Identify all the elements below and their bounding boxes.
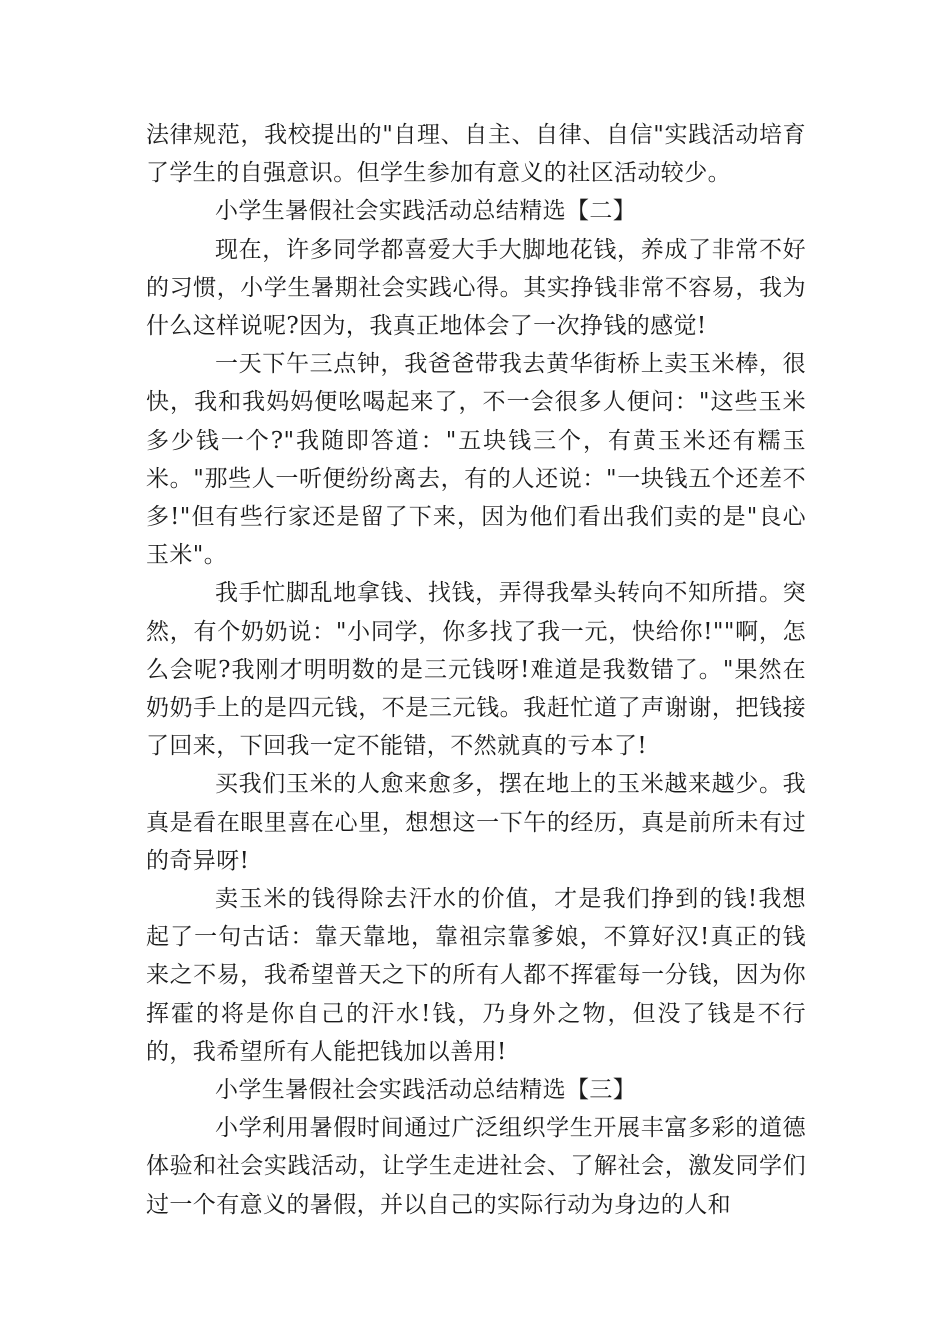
document-body [146,116,806,1224]
section-heading-3: 小学生暑假社会实践活动总结精选【三】 [215,1077,637,1104]
paragraph: 小学利用暑假时间通过广泛组织学生开展丰富多彩的道德体验和社会实践活动，让学生走进社会、了解社会，激发同学们过一个有意义的暑假，并以自己的实际行动为身边的人和 [146,1115,806,1218]
paragraph: 现在，许多同学都喜爱大手大脚地花钱，养成了非常不好的习惯，小学生暑期社会实践心得。其实挣钱非常不容易，我为什么这样说呢?因为，我真正地体会了一次挣钱的感觉! [146,236,806,340]
section-heading-2: 小学生暑假社会实践活动总结精选【二】 [215,198,637,225]
paragraph: 一天下午三点钟，我爸爸带我去黄华街桥上卖玉米棒，很快，我和我妈妈便吆喝起来了，不一会很多人便问："这些玉米多少钱一个?"我随即答道："五块钱三个，有黄玉米还有糯玉米。"那些人一听便纷纷离去，有的人还说："一块钱五个还差不多!"但有些行家还是留了下来，因为他们看出我们卖的是"良心玉米"。 [146,351,806,569]
paragraph-continuation: 法律规范，我校提出的"自理、自主、自律、自信"实践活动培育了学生的自强意识。但学生参加有意义的社区活动较少。 [146,122,806,187]
paragraph: 我手忙脚乱地拿钱、找钱，弄得我晕头转向不知所措。突然，有个奶奶说："小同学，你多找了我一元，快给你!""啊，怎么会呢?我刚才明明数的是三元钱呀!难道是我数错了。"果然在奶奶手上的是四元钱，不是三元钱。我赶忙道了声谢谢，把钱接了回来，下回我一定不能错，不然就真的亏本了! [146,580,806,760]
paragraph: 卖玉米的钱得除去汗水的价值，才是我们挣到的钱!我想起了一句古话：靠天靠地，靠祖宗靠爹娘，不算好汉!真正的钱来之不易，我希望普天之下的所有人都不挥霍每一分钱，因为你挥霍的将是你自己的汗水!钱，乃身外之物，但没了钱是不行的，我希望所有人能把钱加以善用! [146,886,806,1065]
paragraph: 买我们玉米的人愈来愈多，摆在地上的玉米越来越少。我真是看在眼里喜在心里，想想这一下午的经历，真是前所未有过的奇异呀! [146,771,806,874]
